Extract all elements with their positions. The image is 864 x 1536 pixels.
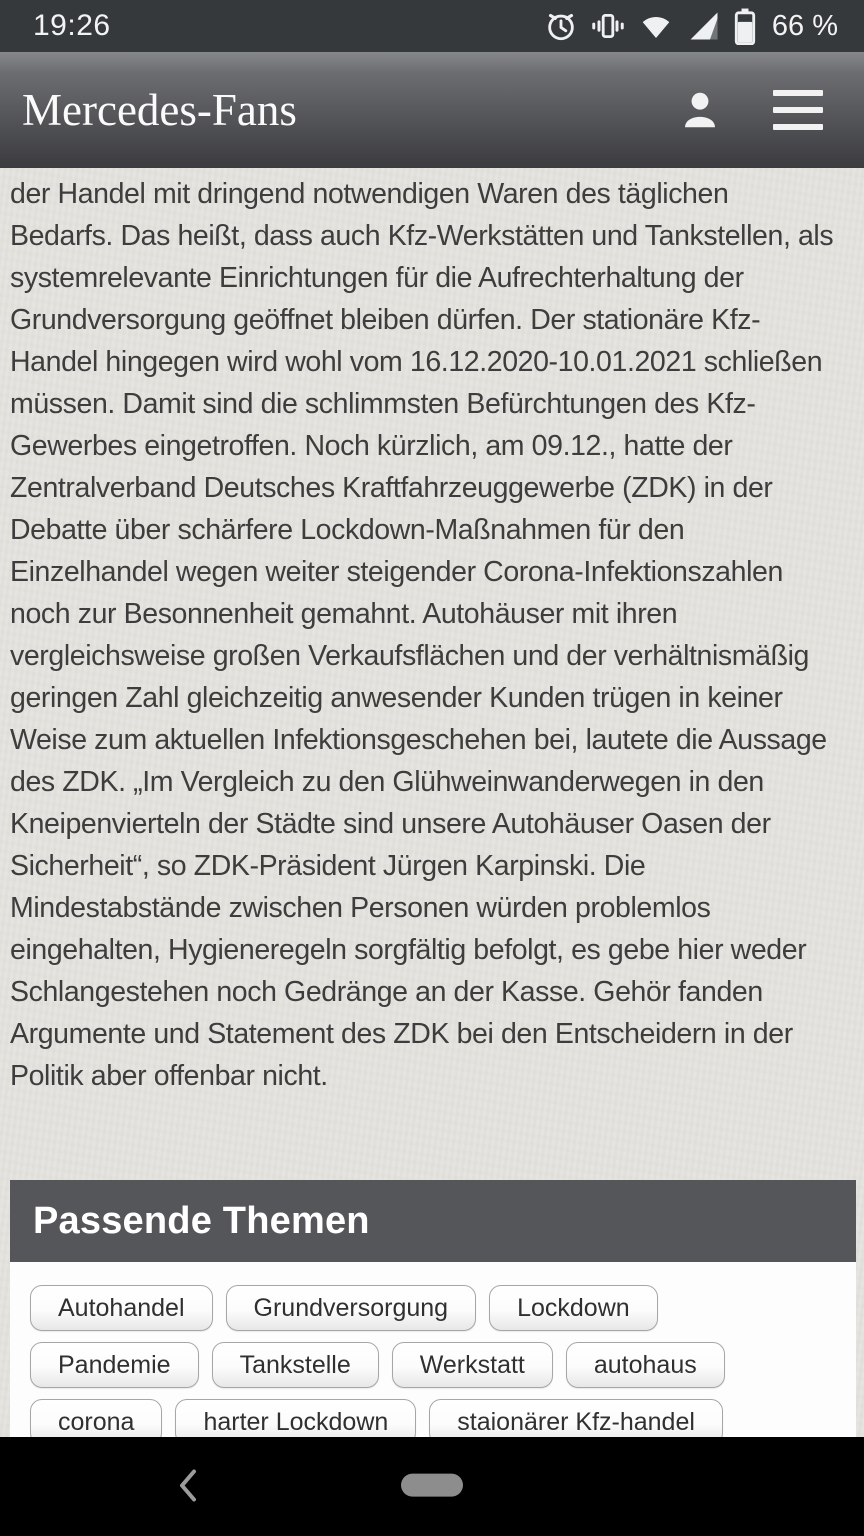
vibrate-icon (591, 9, 625, 43)
wifi-icon (638, 9, 674, 43)
topic-tag[interactable]: corona (30, 1399, 162, 1445)
article-paragraph: der Handel mit dringend notwendigen Waren des täglichen Bedarfs. Das heißt, dass auch Kfz-Werkstätten und Tankstellen, als systemrelevante Einrichtungen für die Aufrechterhaltung der Grundversorgung geöffnet bleiben dürfen. Der stationäre Kfz-Handel hingegen wird wohl vom 16.12.2020-10.01.2021 schließen müssen. Damit sind die schlimmsten Befürchtungen des Kfz-Gewerbes eingetroffen. Noch kürzlich, am 09.12., hatte der Zentralverband Deutsches Kraftfahrzeuggewerbe (ZDK) in der Debatte über schärfere Lockdown-Maßnahmen für den Einzelhandel wegen weiter steigender Corona-Infektionszahlen noch zur Besonnenheit gemahnt. Autohäuser mit ihren vergleichsweise großen Verkaufsflächen und der verhältnismäßig geringen Zahl gleichzeitig anwesender Kunden trügen in keiner Weise zum aktuellen Infektionsgeschehen bei, lautete die Aussage des ZDK. „Im Vergleich zu den Glühweinwanderwegen in den Kneipenvierteln der Städte sind unsere Autohäuser Oasen der Sicherheit“, so ZDK-Präsident Jürgen Karpinski. Die Mindestabstände zwischen Personen würden problemlos eingehalten, Hygieneregeln sorgfältig befolgt, es gebe hier weder Schlangestehen noch Gedränge an der Kasse. Gehör fanden Argumente und Statement des ZDK bei den Entscheidern in der Politik aber offenbar nicht. (10, 178, 834, 1092)
alarm-icon (544, 9, 578, 43)
android-nav-bar (0, 1437, 864, 1536)
status-icons (544, 8, 838, 45)
battery-percentage: 66 % (771, 9, 838, 42)
topic-tag[interactable]: Tankstelle (212, 1342, 379, 1388)
topic-tag[interactable]: harter Lockdown (175, 1399, 416, 1445)
section-title: Passende Themen (33, 1199, 370, 1242)
topic-tag[interactable]: Lockdown (489, 1285, 658, 1331)
home-pill[interactable] (401, 1473, 463, 1496)
topic-tag[interactable]: staionärer Kfz-handel (429, 1399, 723, 1445)
status-bar (0, 0, 864, 52)
user-account-button[interactable] (677, 87, 723, 133)
back-button[interactable] (174, 1464, 204, 1509)
cellular-signal-icon (687, 9, 721, 43)
topic-tag[interactable]: Werkstatt (392, 1342, 553, 1388)
related-topics-header (10, 1180, 856, 1262)
chevron-left-icon (174, 1464, 204, 1506)
battery-icon (734, 8, 756, 45)
topic-tag[interactable]: Grundversorgung (226, 1285, 477, 1331)
tag-list (10, 1262, 856, 1445)
article-body (0, 168, 864, 1097)
hamburger-icon (773, 90, 823, 130)
menu-button[interactable] (773, 90, 823, 130)
topic-tag[interactable]: autohaus (566, 1342, 725, 1388)
brand-logo[interactable]: Mercedes-Fans (22, 85, 297, 135)
app-header (0, 52, 864, 168)
status-time: 19:26 (33, 9, 111, 42)
topic-tag[interactable]: Autohandel (30, 1285, 213, 1331)
user-icon (677, 87, 723, 133)
topic-tag[interactable]: Pandemie (30, 1342, 199, 1388)
